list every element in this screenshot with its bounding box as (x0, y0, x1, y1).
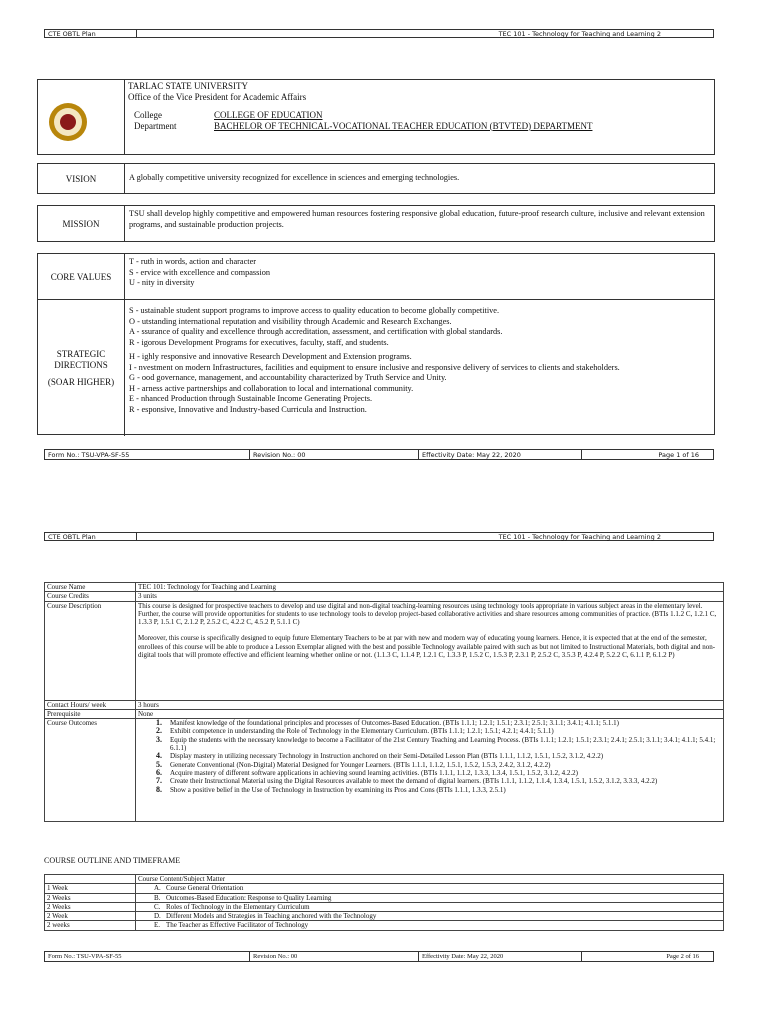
outcomes-label: Course Outcomes (45, 719, 136, 822)
footer-form-no: Form No.: TSU-VPA-SF-55 (45, 952, 250, 961)
table-row (45, 601, 724, 700)
university-info (125, 80, 714, 154)
outline-time: 2 Week (45, 912, 136, 921)
outcome-text: Generate Conventional (Non-Digital) Material Designed for Younger Learners. (BTIs 1.1.1, 1.1.2, 1.5.1, 1.5.2, 1.5.3, 2.4.2, 3.1.2, 4.2.2) (170, 760, 551, 769)
table-row (45, 583, 724, 592)
outline-time: 2 weeks (45, 921, 136, 930)
outcome-number: 6. (156, 767, 162, 777)
credits-value: 3 units (136, 592, 724, 601)
outcome-number: 4. (156, 751, 162, 761)
mission-box (37, 205, 715, 242)
outcome-text: Acquire mastery of different software applications in achieving sound learning activities. (BTIs 1.1.1, 1.1.2, 1.3.3, 1.3.4, 1.5.1, 1.5.2, 3.1.2, 4.2.2) (170, 768, 578, 777)
outcome-number: 8. (156, 784, 162, 794)
college-value: COLLEGE OF EDUCATION (214, 110, 323, 120)
outline-topic (136, 884, 724, 893)
page2-running-header (44, 532, 714, 541)
outline-time: 2 Weeks (45, 902, 136, 911)
outcome-text: Equip the students with the necessary knowledge to become a Facilitator of the 21st Century Teaching and Learning Process. (BTIs 1.1.1; 1.2.1; 1.5.1; 2.3.1; 2.4.1; 2.5.1; 3.1.1; 3.4.1; 4.1.1; 5.4.1; 6.1.1) (170, 735, 716, 753)
higher-item: R - esponsive, Innovative and Industry-based Curricula and Instruction. (129, 404, 367, 414)
course-info-table (44, 582, 724, 822)
outline-letter: B. (154, 893, 161, 902)
footer-page: Page 1 of 16 (658, 450, 699, 459)
list-item (138, 777, 721, 785)
higher-item: H - arness active partnerships and collaboration to local and international community. (129, 383, 414, 393)
table-row (45, 921, 724, 930)
core-value-item: S - ervice with excellence and compassion (129, 267, 270, 277)
list-item (138, 736, 721, 753)
header-left-label: CTE OBTL Plan (45, 533, 137, 540)
outcome-text: Manifest knowledge of the foundational principles and processes of Outcomes-Based Education. (BTIs 1.1.1; 1.2.1; 1.5.1; 2.3.1; 2.5.1; 3.1.1; 3.4.1; 4.1.1; 5.1.1) (170, 719, 619, 728)
department-label: Department (134, 120, 177, 131)
higher-item: I - nvestment on modern Infrastructures, facilities and equipment to ensure inclusive and responsive delivery of services to clients and stakeholders. (129, 362, 620, 372)
table-row (45, 700, 724, 709)
soar-item: R - igorous Development Programs for executives, faculty, staff, and students. (129, 337, 389, 347)
table-row (45, 884, 724, 893)
mission-label: MISSION (38, 206, 125, 241)
outline-topic (136, 921, 724, 930)
table-row (45, 902, 724, 911)
core-value-item: U - nity in diversity (129, 278, 195, 287)
vision-text: A globally competitive university recognized for excellence in sciences and emerging technologies. (129, 173, 460, 183)
values-directions-box (37, 253, 715, 435)
footer-revision: Revision No.: 00 (250, 450, 419, 459)
strategic-label-line: STRATEGIC (56, 348, 106, 359)
university-name: TARLAC STATE UNIVERSITY (128, 81, 249, 91)
outcome-number: 1. (156, 718, 162, 728)
office-name: Office of the Vice President for Academic Affairs (128, 91, 307, 102)
footer-effectivity: Effectivity Date: May 22, 2020 (419, 952, 582, 961)
soar-item: S - ustainable student support programs to improve access to quality education to become globally competitive. (129, 306, 500, 315)
college-label: College (134, 110, 162, 120)
outcome-number: 5. (156, 759, 162, 769)
core-values-row (38, 254, 714, 300)
outline-letter: A. (154, 884, 161, 893)
prerequisite-label: Prerequisite (45, 709, 136, 718)
outline-topic-text: The Teacher as Effective Facilitator of Technology (166, 921, 309, 930)
outcome-number: 2. (156, 726, 162, 736)
outcomes-list (138, 719, 721, 794)
list-item (138, 719, 721, 727)
list-item (138, 761, 721, 769)
list-item (138, 727, 721, 735)
department-value: BACHELOR OF TECHNICAL-VOCATIONAL TEACHER EDUCATION (BTVTED) DEPARTMENT (214, 120, 593, 131)
outline-topic-text: Outcomes-Based Education: Response to Quality Learning (166, 893, 332, 902)
list-item (138, 752, 721, 760)
strategic-directions-label (38, 300, 125, 436)
outline-topic (136, 912, 724, 921)
credits-label: Course Credits (45, 592, 136, 601)
description-paragraph: This course is designed for prospective teachers to develop and use digital and non-digital teaching-learning resources using technology tools appropriate in various subject areas in the elementary level. Further, the course will provide opportunities for students to use technology tools to develop project-based collaborative activities and share resources among communities of practice. (BTIs 1.1.2 C, 1.2.1 C, 1.3.3 P, 1.5.1 C, 2.1.2 P, 2.5.2 C, 4.2.2 C, 4.5.2 P, 5.1.1 C) (138, 601, 717, 627)
course-name-label: Course Name (45, 583, 136, 592)
table-row (45, 875, 724, 884)
course-name-value: TEC 101: Technology for Teaching and Learning (136, 583, 724, 592)
strategic-label-line: DIRECTIONS (54, 359, 108, 370)
outline-topic-text: Roles of Technology in the Elementary Curriculum (166, 902, 310, 911)
university-seal-logo (49, 103, 87, 141)
contact-hours-label: Contact Hours/ week (45, 700, 136, 709)
table-row (45, 893, 724, 902)
page1-running-header (44, 29, 714, 38)
course-outline-table (44, 874, 724, 931)
core-values-label: CORE VALUES (38, 254, 125, 299)
outcome-number: 3. (156, 734, 162, 744)
core-value-item: T - ruth in words, action and character (129, 257, 257, 266)
table-row (45, 709, 724, 718)
higher-item: G - ood governance, management, and accountability characterized by Truth Service and Unity. (129, 373, 447, 382)
footer-form-no: Form No.: TSU-VPA-SF-55 (45, 450, 250, 459)
description-paragraph: Moreover, this course is specifically designed to equip future Elementary Teachers to be at par with new and modern way of educating young learners. Hence, it is expected that at the end of the semester, enrollees of this course will be able to produce a Lesson Exemplar aligned with the best and possible Technology available paired with such as but not limited to Instructional Materials, both digital and non-digital tools that will promote effective and efficient learning whether online or not. (1.1.3 C, 1.1.4 P, 1.2.1 C, 1.3.3 P, 1.5.2 C, 1.5.3 P, 2.3.1 P, 2.5.2 C, 3.5.3 P, 4.2.4 P, 5.2.2 C, 6.1.1 P, 6.1.2 P) (138, 634, 716, 660)
footer-revision: Revision No.: 00 (250, 952, 419, 961)
outline-content-header: Course Content/Subject Matter (136, 875, 724, 884)
soar-item: A - ssurance of quality and excellence through accreditation, assessment, and certification with global standards. (129, 327, 503, 336)
outline-letter: E. (154, 921, 161, 930)
outcome-text: Exhibit competence in understanding the Role of Technology in the Elementary Curriculum. (BTIs 1.1.1; 1.2.1; 1.5.1; 4.2.1; 4.4.1; 5.1.1) (170, 727, 554, 736)
outline-topic-text: Course General Orientation (166, 884, 244, 893)
strategic-directions-list (125, 300, 714, 436)
outline-letter: C. (154, 902, 161, 911)
header-left-label: CTE OBTL Plan (45, 30, 137, 37)
table-row (45, 719, 724, 822)
outline-title: COURSE OUTLINE AND TIMEFRAME (44, 856, 181, 865)
higher-item: H - ighly responsive and innovative Research Development and Extension programs. (129, 352, 412, 361)
contact-hours-value: 3 hours (136, 700, 724, 709)
outline-topic (136, 893, 724, 902)
description-label: Course Description (45, 601, 136, 700)
outline-time: 1 Week (45, 884, 136, 893)
outline-time-header (45, 875, 136, 884)
mission-text: TSU shall develop highly competitive and empowered human resources fostering responsive global education, future-proof research culture, inclusive and relevant extension programs, and sustainable production projects. (129, 209, 705, 229)
outcome-text: Create their Instructional Material using the Digital Resources available to meet the demand of digital learners. (BTIs 1.1.1, 1.1.2, 1.1.4, 1.3.4, 1.5.1, 1.5.2, 3.1.2, 3.3.3, 4.2.2) (170, 777, 658, 786)
vision-label: VISION (38, 164, 125, 193)
outline-topic (136, 902, 724, 911)
page2-footer (44, 951, 714, 962)
table-row (45, 592, 724, 601)
outline-letter: D. (154, 912, 161, 921)
strategic-directions-row (38, 300, 714, 436)
outcome-text: Display mastery in utilizing necessary Technology in Instruction anchored on their Semi-Detailed Lesson Plan (BTIs 1.1.1, 1.1.2, 1.5.1, 1.5.2, 3.1.2, 4.2.2) (170, 752, 604, 761)
soar-item: O - utstanding international reputation and visibility through Academic and Research Exchanges. (129, 316, 452, 326)
page1-footer (44, 449, 714, 460)
outline-topic-text: Different Models and Strategies in Teaching anchored with the Technology (166, 912, 377, 921)
table-row (45, 912, 724, 921)
footer-effectivity: Effectivity Date: May 22, 2020 (419, 450, 582, 459)
prerequisite-value: None (136, 709, 724, 718)
vision-box (37, 163, 715, 194)
list-item (138, 786, 721, 794)
list-item (138, 769, 721, 777)
strategic-label-line: (SOAR HIGHER) (47, 376, 115, 387)
outcome-number: 7. (156, 776, 162, 786)
higher-item: E - nhanced Production through Sustainable Income Generating Projects. (129, 394, 373, 403)
description-value (136, 601, 724, 700)
header-right-label: TEC 101 - Technology for Teaching and Learning 2 (498, 532, 661, 541)
footer-page: Page 2 of 16 (666, 953, 699, 960)
outcome-text: Show a positive belief in the Use of Technology in Instruction by examining its Pros and Cons (BTIs 1.1.1, 1.3.3, 2.5.1) (170, 785, 506, 794)
outline-time: 2 Weeks (45, 893, 136, 902)
university-header-box (37, 79, 715, 155)
header-right-label: TEC 101 - Technology for Teaching and Learning 2 (498, 29, 661, 38)
outcomes-value (136, 719, 724, 822)
core-values-list (125, 254, 714, 299)
